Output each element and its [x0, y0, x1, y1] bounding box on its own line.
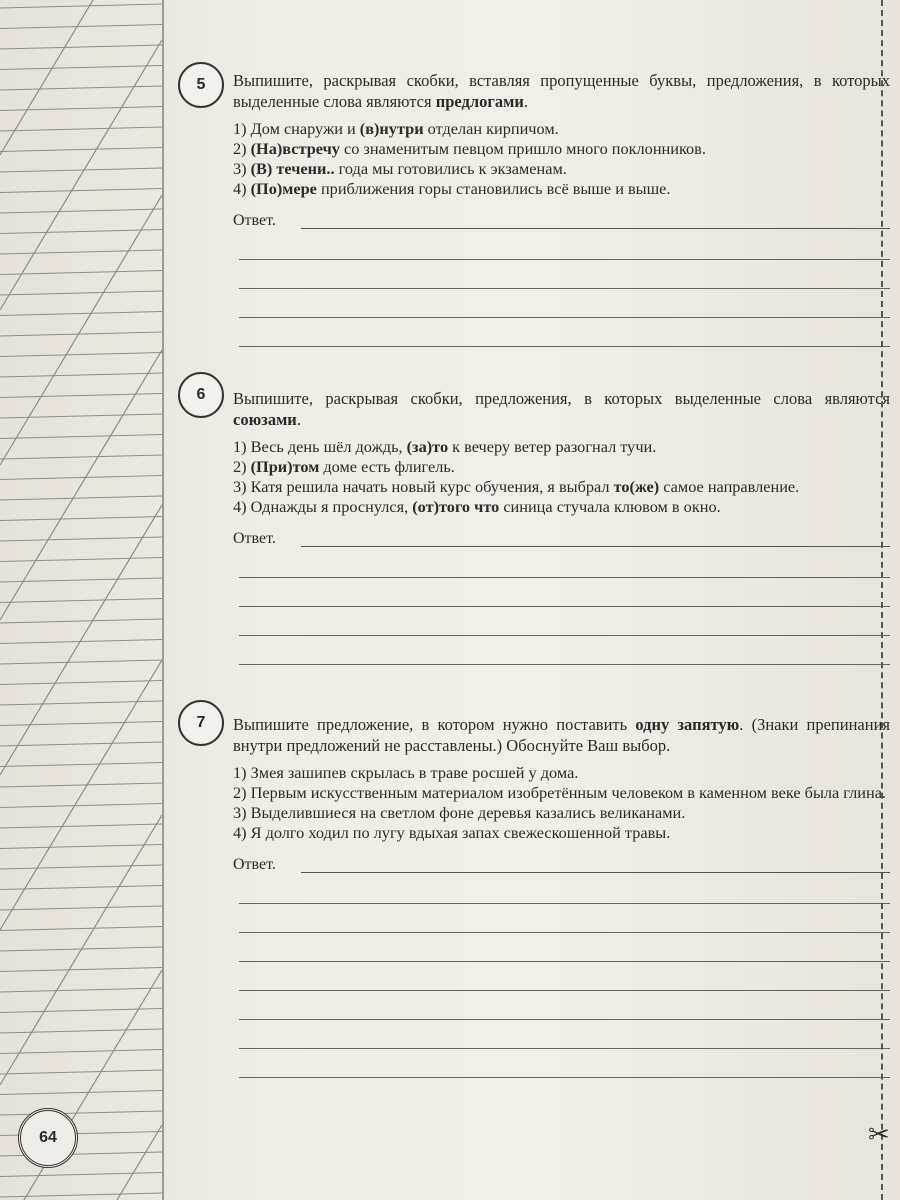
text-run: года мы готовились к экзаменам. — [334, 159, 567, 178]
margin-rule — [0, 906, 162, 910]
writing-line[interactable] — [239, 875, 890, 904]
text-run: со знаменитым певцом пришло много поклонников. — [339, 139, 706, 158]
task-items — [233, 763, 890, 843]
text-run: . (Знаки препинания внутри предложений не расставлены.) Обоснуйте Ваш выбор. — [233, 715, 890, 755]
text-run: самое направление. — [659, 477, 800, 496]
cut-line — [881, 0, 884, 1200]
writing-line[interactable] — [239, 549, 890, 578]
highlighted-word: (за)то — [406, 437, 449, 456]
margin-rule — [0, 107, 162, 111]
task-prompt — [233, 70, 890, 112]
text-run: отделан кирпичом. — [423, 119, 559, 138]
page-number: 64 — [39, 1129, 57, 1146]
margin-rule — [0, 783, 162, 787]
margin-rule — [0, 230, 162, 234]
answer-label: Ответ. — [233, 530, 276, 547]
highlighted-word: союзами — [233, 410, 297, 429]
option-item — [233, 823, 890, 843]
option-item — [233, 437, 890, 457]
text-run: 2) — [233, 457, 251, 476]
answer-line[interactable] — [301, 546, 890, 547]
margin-diagonal — [0, 40, 162, 310]
margin-rule — [0, 681, 162, 685]
margin-rule — [0, 271, 162, 275]
answer-label: Ответ. — [233, 212, 276, 229]
text-run: 3) Выделившиеся на светлом фоне деревья казались великанами. — [233, 803, 686, 822]
task-number: 5 — [196, 76, 206, 93]
highlighted-word: одну запятую — [635, 715, 740, 734]
highlighted-word: (в)нутри — [359, 119, 424, 138]
margin-diagonal — [0, 195, 162, 465]
writing-line[interactable] — [239, 962, 890, 991]
margin-rule — [0, 1193, 162, 1197]
text-run: Выпишите, раскрывая скобки, вставляя пропущенные буквы, предложения, в которых выделенные слова являются — [233, 71, 890, 111]
margin-rule — [0, 824, 162, 828]
margin-rule — [0, 660, 162, 664]
option-item — [233, 119, 890, 139]
option-item — [233, 497, 890, 517]
margin-rule — [0, 45, 162, 49]
margin-rule — [0, 353, 162, 357]
answer-row — [233, 851, 890, 875]
page-number-badge — [18, 1108, 78, 1168]
writing-line[interactable] — [239, 636, 890, 665]
margin-rule — [0, 209, 162, 213]
margin-rule — [0, 619, 162, 623]
margin-rule — [0, 927, 162, 931]
task-prompt — [233, 388, 890, 430]
margin-rule — [0, 517, 162, 521]
margin-rule — [0, 189, 162, 193]
margin-lines-graphic — [0, 0, 162, 1200]
task-items — [233, 119, 890, 199]
margin-rule — [0, 86, 162, 90]
text-run: 2) — [233, 139, 251, 158]
margin-rule — [0, 373, 162, 377]
writing-line[interactable] — [239, 260, 890, 289]
task-prompt — [233, 714, 890, 756]
text-run: 1) Дом снаружи и — [233, 119, 360, 138]
option-item — [233, 803, 890, 823]
task-number-badge — [178, 62, 224, 108]
margin-rule — [0, 455, 162, 459]
margin-rule — [0, 66, 162, 70]
answer-line[interactable] — [301, 228, 890, 229]
writing-line[interactable] — [239, 1020, 890, 1049]
answer-row — [233, 525, 890, 549]
margin-diagonal — [0, 660, 162, 930]
text-run: . — [296, 410, 301, 429]
task-number-badge — [178, 700, 224, 746]
margin-rule — [0, 476, 162, 480]
highlighted-word: (В) течени.. — [250, 159, 335, 178]
text-run: Выпишите предложение, в котором нужно поставить — [233, 715, 636, 734]
margin-border — [162, 0, 164, 1200]
margin-rule — [0, 291, 162, 295]
text-run: синица стучала клювом в окно. — [499, 497, 721, 516]
highlighted-word: (от)того что — [412, 497, 500, 516]
text-run: 4) Однажды я проснулся, — [233, 497, 413, 516]
option-item — [233, 159, 890, 179]
option-item — [233, 179, 890, 199]
writing-line[interactable] — [239, 318, 890, 347]
text-run: 3) — [233, 159, 251, 178]
margin-rule — [0, 742, 162, 746]
margin-rule — [0, 394, 162, 398]
text-run: 4) Я долго ходил по лугу вдыхая запах свежескошенной травы. — [233, 823, 671, 842]
margin-rule — [0, 1029, 162, 1033]
text-run: . — [523, 92, 528, 111]
margin-rule — [0, 1050, 162, 1054]
text-run: доме есть флигель. — [319, 457, 455, 476]
margin-rule — [0, 763, 162, 767]
text-run: 3) Катя решила начать новый курс обучения, я выбрал — [233, 477, 614, 496]
highlighted-word: то(же) — [613, 477, 660, 496]
answer-line[interactable] — [301, 872, 890, 873]
margin-rule — [0, 168, 162, 172]
margin-rule — [0, 25, 162, 29]
margin-rule — [0, 312, 162, 316]
task-number: 6 — [196, 386, 206, 403]
scissors-icon: ✂ — [868, 1120, 890, 1149]
margin-rule — [0, 4, 162, 8]
text-run: 1) Весь день шёл дождь, — [233, 437, 407, 456]
margin-rule — [0, 250, 162, 254]
task-number: 7 — [196, 714, 206, 731]
margin-rule — [0, 599, 162, 603]
text-run: 4) — [233, 179, 251, 198]
lined-margin — [0, 0, 162, 1200]
margin-rule — [0, 332, 162, 336]
margin-diagonal — [0, 0, 162, 155]
task-items — [233, 437, 890, 517]
margin-rule — [0, 1173, 162, 1177]
margin-rule — [0, 127, 162, 131]
margin-rule — [0, 845, 162, 849]
highlighted-word: предлогами — [435, 92, 524, 111]
margin-rule — [0, 435, 162, 439]
writing-line[interactable] — [239, 904, 890, 933]
margin-rule — [0, 865, 162, 869]
text-run: приближения горы становились всё выше и выше. — [316, 179, 671, 198]
writing-line[interactable] — [239, 991, 890, 1020]
margin-rule — [0, 1070, 162, 1074]
writing-line[interactable] — [239, 289, 890, 318]
answer-row — [233, 207, 890, 231]
highlighted-word: (При)том — [250, 457, 320, 476]
text-run: 2) Первым искусственным материалом изобретённым человеком в каменном веке была глина. — [233, 783, 887, 802]
margin-rule — [0, 1091, 162, 1095]
margin-rule — [0, 988, 162, 992]
text-run: к вечеру ветер разогнал тучи. — [448, 437, 657, 456]
highlighted-word: (По)мере — [250, 179, 317, 198]
answer-label: Ответ. — [233, 856, 276, 873]
margin-rule — [0, 496, 162, 500]
margin-rule — [0, 968, 162, 972]
text-run: 1) Змея зашипев скрылась в траве росшей у дома. — [233, 763, 579, 782]
margin-rule — [0, 414, 162, 418]
margin-rule — [0, 148, 162, 152]
margin-rule — [0, 558, 162, 562]
highlighted-word: (На)встречу — [250, 139, 340, 158]
option-item — [233, 783, 890, 803]
option-item — [233, 457, 890, 477]
margin-rule — [0, 804, 162, 808]
text-run: Выпишите, раскрывая скобки, предложения, в которых выделенные слова являются — [233, 389, 890, 408]
margin-rule — [0, 722, 162, 726]
margin-rule — [0, 537, 162, 541]
writing-line[interactable] — [239, 607, 890, 636]
margin-rule — [0, 1111, 162, 1115]
option-item — [233, 477, 890, 497]
task-number-badge — [178, 372, 224, 418]
writing-line[interactable] — [239, 1049, 890, 1078]
option-item — [233, 763, 890, 783]
writing-line[interactable] — [239, 578, 890, 607]
writing-line[interactable] — [239, 933, 890, 962]
option-item — [233, 139, 890, 159]
writing-line[interactable] — [239, 231, 890, 260]
